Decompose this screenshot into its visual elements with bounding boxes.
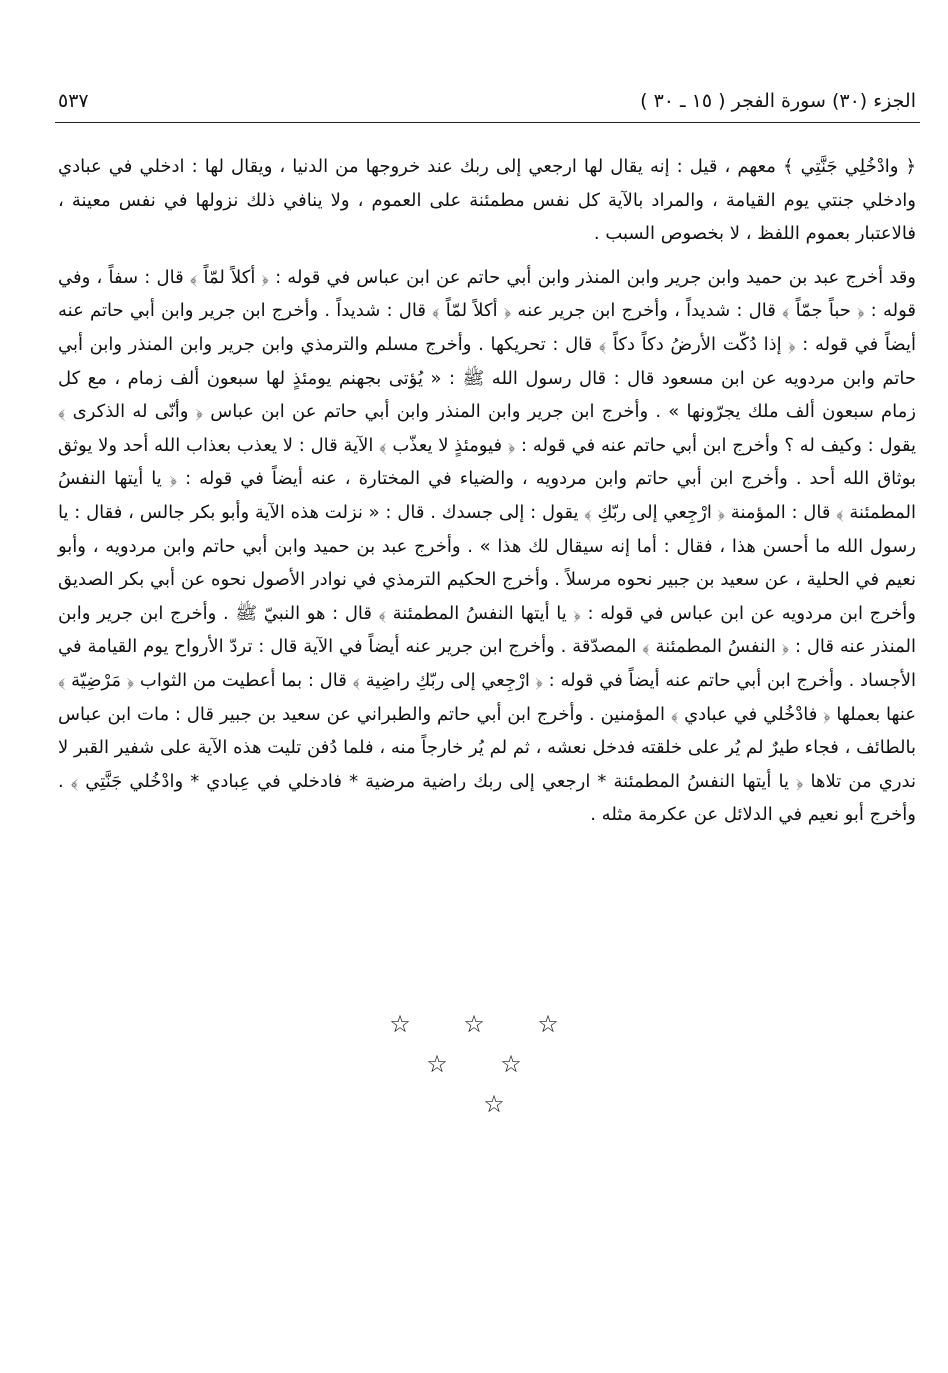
star-row-3 (0, 1090, 948, 1118)
page-header (58, 88, 916, 120)
star-row-1 (0, 1010, 948, 1038)
page-number: ٥٣٧ (58, 90, 89, 112)
paragraph-2: وقد أخرج عبد بن حميد وابن جرير وابن المنذر وابن أبي حاتم عن ابن عباس في قوله : ﴿ أكلاً لمّاً ﴾ قال : سفاً ، وفي قوله : ﴿ حباً جمّاً ﴾ قال : شديداً ، وأخرج ابن جرير عنه ﴿ أكلاً لمّاً ﴾ قال : شديداً . وأخرج ابن جرير وابن أبي حاتم عنه أيضاً في قوله : ﴿ إذا دُكّت الأرضُ دكاً دكاً ﴾ قال : تحريكها . وأخرج مسلم والترمذي وابن جرير وابن المنذر وابن أبي حاتم وابن مردويه عن ابن مسعود قال : قال رسول الله ﷺ : « يُؤتى بجهنم يومئذٍ لها سبعون ألف زمام ، مع كل زمام سبعون ألف ملك يجرّونها » . وأخرج ابن جرير وابن المنذر وابن أبي حاتم عن ابن عباس ﴿ وأنّى له الذكرى ﴾ يقول : وكيف له ؟ وأخرج ابن أبي حاتم عنه في قوله : ﴿ فيومئذٍ لا يعذّب ﴾ الآية قال : لا يعذب بعذاب الله أحد ولا يوثق بوثاق الله أحد . وأخرج ابن أبي حاتم وابن مردويه ، والضياء في المختارة ، عنه أيضاً في قوله : ﴿ يا أيتها النفسُ المطمئنة ﴾ قال : المؤمنة ﴿ ارْجِعي إلى ربّكِ ﴾ يقول : إلى جسدك . قال : « نزلت هذه الآية وأبو بكر جالس ، فقال : يا رسول الله ما أحسن هذا ، فقال : أما إنه سيقال لك هذا » . وأخرج عبد بن حميد وابن أبي حاتم وابن مردويه ، وأبو نعيم في الحلية ، عن سعيد بن جبير نحوه مرسلاً . وأخرج الحكيم الترمذي في نوادر الأصول نحوه عن أبي بكر الصديق وأخرج ابن مردويه عن ابن عباس في قوله : ﴿ يا أيتها النفسُ المطمئنة ﴾ قال : هو النبيّ ﷺ . وأخرج ابن جرير وابن المنذر عنه قال : ﴿ النفسُ المطمئنة ﴾ المصدّقة . وأخرج ابن جرير عنه أيضاً في الآية قال : تردّ الأرواح يوم القيامة في الأجساد . وأخرج ابن أبي حاتم عنه أيضاً في قوله : ﴿ ارْجِعي إلى ربّكِ راضِية ﴾ قال : بما أعطيت من الثواب ﴿ مَرْضِيّة ﴾ عنها بعملها ﴿ فادْخُلي في عبادي ﴾ المؤمنين . وأخرج ابن أبي حاتم والطبراني عن سعيد بن جبير قال : مات ابن عباس بالطائف ، فجاء طيرٌ لم يُر على خلقته فدخل نعشه ، ثم لم يُر خارجاً منه ، فلما دُفن تليت هذه الآية على شفير القبر لا ندري من تلاها ﴿ يا أيتها النفسُ المطمئنة * ارجعي إلى ربك راضية مرضية * فادخلي في عِبادي * وادْخُلي جَنَّتِي ﴾ . وأخرج أبو نعيم في الدلائل عن عكرمة مثله . (58, 266, 916, 826)
star-icon: ☆ (537, 1010, 559, 1038)
star-row-2 (0, 1050, 948, 1078)
running-title: الجزء (٣٠) سورة الفجر ( ١٥ ـ ٣٠ ) (640, 90, 916, 112)
star-icon: ☆ (463, 1010, 485, 1038)
star-icon: ☆ (483, 1090, 505, 1118)
star-icon: ☆ (500, 1050, 522, 1078)
header-rule (55, 122, 920, 123)
star-icon: ☆ (426, 1050, 448, 1078)
commentary-text (58, 150, 916, 832)
star-icon: ☆ (389, 1010, 411, 1038)
paragraph-1: ﴿ وادْخُلِي جَنَّتِي ﴾ معهم ، قيل : إنه يقال لها ارجعي إلى ربك عند خروجها من الدنيا ، ويقال لها : ادخلي في عبادي وادخلي جنتي يوم القيامة ، والمراد بالآية كل نفس مطمئنة على العموم ، ولا ينافي ذلك نزولها في نفس معينة ، فالاعتبار بعموم اللفظ ، لا بخصوص السبب . (58, 156, 916, 245)
